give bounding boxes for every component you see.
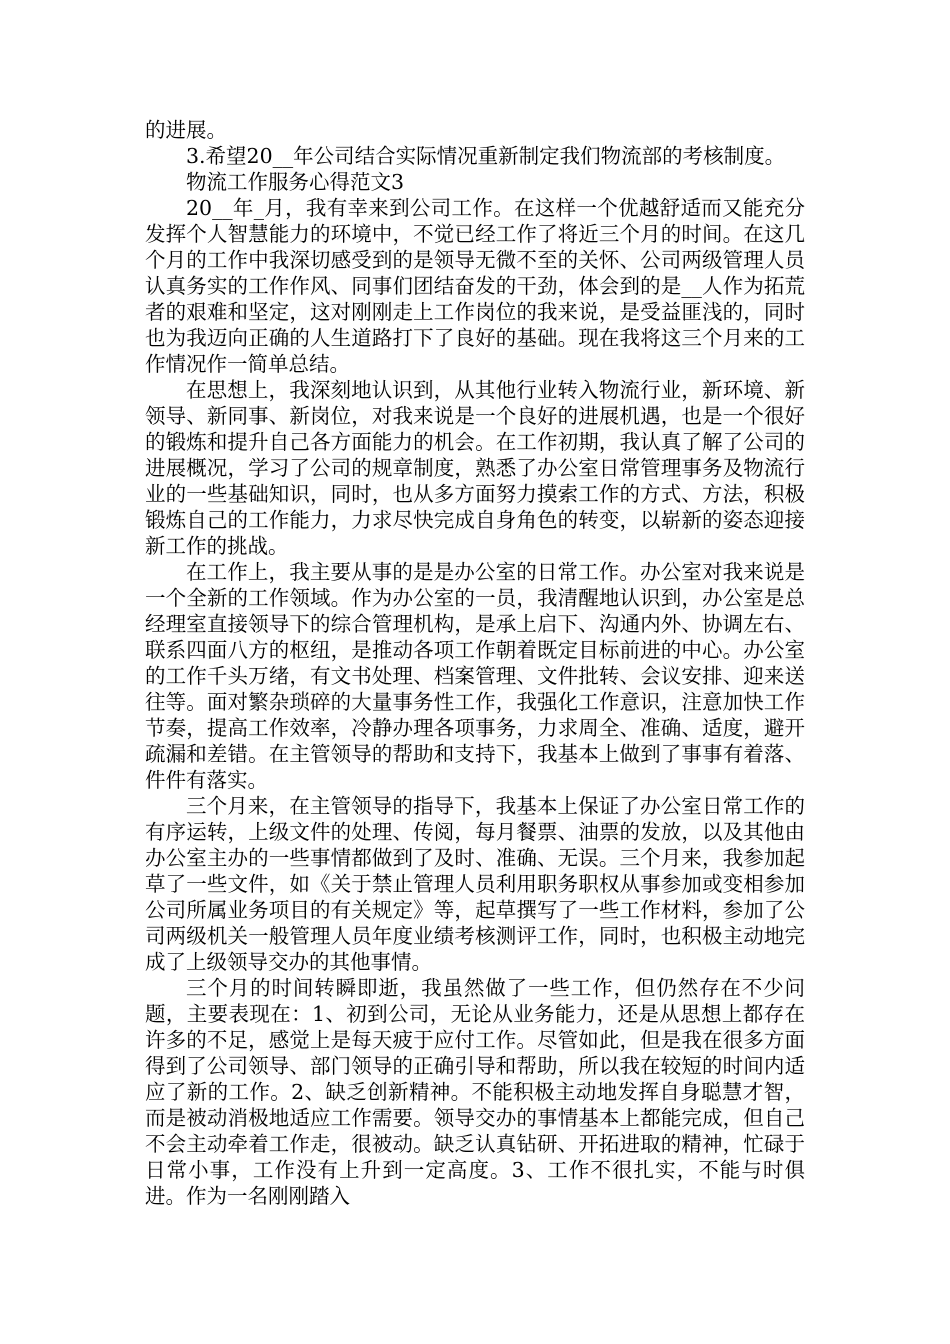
paragraph-4: 20__年_月，我有幸来到公司工作。在这样一个优越舒适而又能充分发挥个人智慧能力的环境中，不觉已经工作了将近三个月的时间。在这几个月的工作中我深切感受到的是领导无微不至的关怀、公司两级管理人员认真务实的工作作风、同事们团结奋发的干劲，体会到的是__人作为拓荒者的艰难和坚定，这对刚刚走上工作岗位的我来说，是受益匪浅的，同时也为我迈向正确的人生道路打下了良好的基础。现在我将这三个月来的工作情况作一简单总结。 (145, 196, 805, 376)
paragraph-5: 在思想上，我深刻地认识到，从其他行业转入物流行业，新环境、新领导、新同事、新岗位，对我来说是一个良好的进展机遇，也是一个很好的锻炼和提升自己各方面能力的机会。在工作初期，我认真了解了公司的进展概况，学习了公司的规章制度，熟悉了办公室日常管理事务及物流行业的一些基础知识，同时，也从多方面努力摸索工作的方式、方法，积极锻炼自己的工作能力，力求尽快完成自身角色的转变，以崭新的姿态迎接新工作的挑战。 (145, 378, 805, 558)
paragraph-1: 的进展。 (145, 118, 227, 142)
document-body (145, 117, 805, 1209)
paragraph-7: 三个月来，在主管领导的指导下，我基本上保证了办公室日常工作的有序运转，上级文件的处理、传阅，每月餐票、油票的发放，以及其他由办公室主办的一些事情都做到了及时、准确、无误。三个月来，我参加起草了一些文件，如《关于禁止管理人员利用职务职权从事参加或变相参加公司所属业务项目的有关规定》等，起草撰写了一些工作材料，参加了公司两级机关一般管理人员年度业绩考核测评工作，同时，也积极主动地完成了上级领导交办的其他事情。 (145, 794, 805, 974)
paragraph-6: 在工作上，我主要从事的是是办公室的日常工作。办公室对我来说是一个全新的工作领域。作为办公室的一员，我清醒地认识到，办公室是总经理室直接领导下的综合管理机构，是承上启下、沟通内外、协调左右、联系四面八方的枢纽，是推动各项工作朝着既定目标前进的中心。办公室的工作千头万绪，有文书处理、档案管理、文件批转、会议安排、迎来送往等。面对繁杂琐碎的大量事务性工作，我强化工作意识，注意加快工作节奏，提高工作效率，冷静办理各项事务，力求周全、准确、适度，避开疏漏和差错。在主管领导的帮助和支持下，我基本上做到了事事有着落、件件有落实。 (145, 560, 805, 792)
paragraph-2: 3.希望20__年公司结合实际情况重新制定我们物流部的考核制度。 (186, 144, 786, 168)
paragraph-8: 三个月的时间转瞬即逝，我虽然做了一些工作，但仍然存在不少问题，主要表现在：1、初到公司，无论从业务能力，还是从思想上都存在许多的不足，感觉上是每天疲于应付工作。尽管如此，但是我在很多方面得到了公司领导、部门领导的正确引导和帮助，所以我在较短的时间内适应了新的工作。2、缺乏创新精神。不能积极主动地发挥自身聪慧才智，而是被动消极地适应工作需要。领导交办的事情基本上都能完成，但自己不会主动牵着工作走，很被动。缺乏认真钻研、开拓进取的精神，忙碌于日常小事，工作没有上升到一定高度。3、工作不很扎实，不能与时俱进。作为一名刚刚踏入 (145, 976, 805, 1208)
section-heading: 物流工作服务心得范文3 (186, 170, 405, 194)
